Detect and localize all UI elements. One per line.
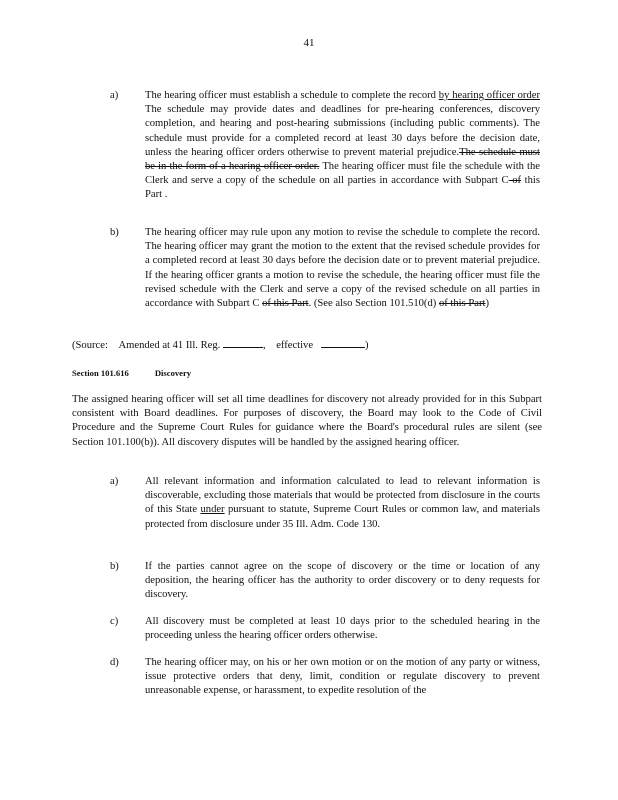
subsection-d-label: d) [110, 657, 119, 668]
text-run: . (See also Section 101.510(d) [308, 298, 439, 310]
subsection-d [110, 656, 540, 699]
text-run: ) [485, 298, 489, 310]
subsection-b-label: b) [110, 561, 119, 572]
paragraph-b-label: b) [110, 227, 119, 238]
paragraph-b [110, 226, 540, 311]
subsection-b [110, 560, 540, 603]
source-note [72, 337, 542, 353]
text-run: pursuant to statute, Supreme Court Rules or common law, and materials protected from disclosure under 35 Ill. Adm. Code 130. [145, 504, 541, 530]
deleted-text: of [508, 175, 522, 187]
source-close: ) [365, 340, 369, 351]
paragraph-a-text [145, 89, 540, 203]
section-number: Section 101.616 [72, 368, 129, 378]
section-heading [72, 366, 191, 380]
section-title: Discovery [154, 368, 192, 378]
subsection-a-label: a) [110, 476, 119, 487]
subsection-c-label: c) [110, 616, 119, 627]
subsection-d-text: The hearing officer may, on his or her own motion or on the motion of any party or witness, issue protective orders that deny, limit, condition or regulate discovery to prevent unreasonable expense, or harassment, to expedite resolution of the [145, 657, 540, 697]
subsection-a [110, 475, 540, 532]
paragraph-b-text [145, 226, 540, 311]
source-comma: , [262, 340, 266, 351]
text-run: The hearing officer must file the schedule with the Clerk and serve a copy of the schedule on all parties in accordance with Subpart C [145, 161, 540, 187]
text-run: The hearing officer may rule upon any motion to revise the schedule to complete the record. The hearing officer may grant the motion to the extent that the revised schedule provides for a completed record at least 30 days before the decision date or to prevent material prejudice. If the hearing officer grants a motion to revise the schedule, the hearing officer must file the revised schedule with the Clerk and serve a copy of the revised schedule on all parties in accordance with Subpart C [145, 227, 540, 310]
section-intro: The assigned hearing officer will set all time deadlines for discovery not already provided for in this Subpart consistent with Board deadlines. For purposes of discovery, the Board may look to the Code of Civil Procedure and the Supreme Court Rules for guidance where the Board's procedural rules are silent (see Section 101.100(b)). All discovery disputes will be handled by the assigned hearing officer. [72, 394, 542, 448]
source-amended: Amended at 41 Ill. Reg. [118, 340, 221, 351]
text-run: All relevant information and information calculated to lead to relevant information is discoverable, excluding those materials that would be protected from disclosure in the courts of this State [145, 476, 540, 516]
blank-line [321, 337, 365, 348]
paragraph-a-label: a) [110, 90, 119, 101]
blank-line [223, 337, 263, 348]
text-run: this Part . [145, 175, 540, 201]
subsection-c [110, 615, 540, 643]
subsection-a-text [145, 475, 540, 532]
subsection-c-text: All discovery must be completed at least 10 days prior to the scheduled hearing in the proceeding unless the hearing officer orders otherwise. [145, 616, 540, 642]
deleted-text: The schedule must be in the form of a hearing officer order. [145, 146, 540, 173]
text-run: The schedule may provide dates and deadlines for pre-hearing conferences, discovery completion, and hearing and post-hearing submissions (including public comments). The schedule must provide for a completed record at least 30 days before the decision date, unless the hearing officer orders otherwise to prevent material prejudice. [145, 104, 540, 158]
source-prefix: (Source: [72, 340, 108, 351]
deleted-text: of this Part [262, 298, 309, 310]
page-number: 41 [303, 37, 315, 49]
deleted-text: of this Part [438, 298, 486, 310]
source-effective: effective [276, 340, 314, 351]
inserted-text: by hearing officer order [438, 90, 540, 101]
paragraph-a [110, 89, 540, 203]
inserted-text: under [200, 504, 225, 516]
text-run: The hearing officer must establish a schedule to complete the record [145, 90, 439, 101]
subsection-b-text: If the parties cannot agree on the scope of discovery or the time or location of any deposition, the hearing officer has the authority to order discovery or to deny requests for discovery. [145, 561, 540, 601]
